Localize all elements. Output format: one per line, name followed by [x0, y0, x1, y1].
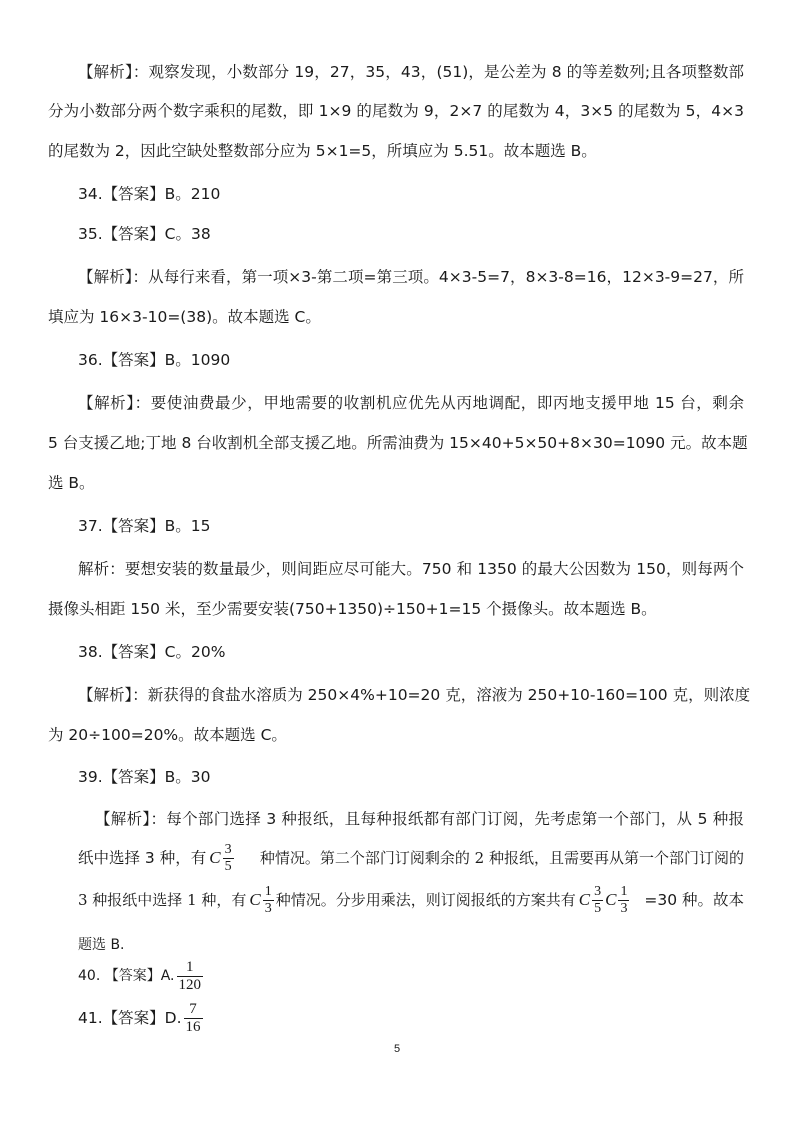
q35-analysis-line-2: 填应为 16×3-10=(38)。故本题选 C。	[48, 308, 321, 326]
answer-fraction	[184, 1001, 203, 1036]
q34-answer: 34.【答案】B。210	[78, 185, 221, 203]
q35-analysis-line-1: 【解析】：从每行来看，第一项×3-第二项=第三项。4×3-5=7，8×3-8=16，12×3-9=27，所	[78, 268, 744, 286]
q39-text-b1: 纸中选择 3 种，有	[78, 849, 207, 867]
q40-answer-label: 40. 【答案】A.	[78, 968, 175, 984]
q38-answer: 38.【答案】C。20%	[78, 643, 226, 661]
q39-analysis-line-4: 题选 B.	[78, 937, 125, 953]
answer-fraction	[177, 959, 204, 994]
q39-text-c3: =30 种。故本	[644, 891, 744, 909]
q37-analysis-line-1: 解析：要想安装的数量最少，则间距应尽可能大。750 和 1350 的最大公因数为 150，则每两个	[78, 560, 744, 578]
q36-analysis-line-2: 5 台支援乙地;丁地 8 台收割机全部支援乙地。所需油费为 15×40+5×50+8×30=1090 元。故本题	[48, 434, 748, 452]
combination-fraction	[263, 884, 274, 917]
fraction-denominator: 5	[224, 858, 232, 874]
fraction-denominator: 3	[620, 900, 628, 916]
fraction-numerator: 1	[186, 958, 194, 975]
combination-symbol: C	[209, 848, 221, 867]
q41-answer-label: 41.【答案】D.	[78, 1009, 182, 1027]
fraction-denominator: 5	[594, 900, 602, 916]
combination-symbol: C	[605, 890, 617, 909]
page-number: 5	[393, 1043, 401, 1055]
q33-analysis-line-2: 分为小数部分两个数字乘积的尾数，即 1×9 的尾数为 9，2×7 的尾数为 4，3×5 的尾数为 5，4×3	[48, 102, 744, 120]
combination-fraction	[618, 884, 629, 917]
q39-text-b2: 种情况。第二个部门订阅剩余的 2 种报纸，且需要再从第一个部门订阅的	[259, 849, 744, 867]
q38-analysis-line-1: 【解析】：新获得的食盐水溶质为 250×4%+10=20 克，溶液为 250+10-160=100 克，则浓度	[78, 686, 751, 704]
q40-answer	[78, 956, 205, 996]
q39-answer: 39.【答案】B。30	[78, 768, 211, 786]
fraction-numerator: 3	[594, 883, 602, 899]
q41-answer	[78, 998, 205, 1038]
fraction-denominator: 3	[264, 900, 272, 916]
q36-answer: 36.【答案】B。1090	[78, 351, 231, 369]
q33-analysis-line-1: 【解析】：观察发现，小数部分 19，27，35，43，(51)，是公差为 8 的等差数列;且各项整数部	[78, 63, 744, 81]
q39-analysis-line-1: 【解析】：每个部门选择 3 种报纸，且每种报纸都有部门订阅，先考虑第一个部门，从 5 种报	[95, 810, 744, 828]
fraction-numerator: 3	[224, 841, 232, 857]
fraction-numerator: 1	[620, 883, 628, 899]
q33-analysis-line-3: 的尾数为 2，因此空缺处整数部分应为 5×1=5，所填应为 5.51。故本题选 B。	[48, 142, 597, 160]
fraction-numerator: 1	[264, 883, 272, 899]
q37-analysis-line-2: 摄像头相距 150 米，至少需要安装(750+1350)÷150+1=15 个摄像头。故本题选 B。	[48, 600, 657, 618]
q39-analysis-line-3	[78, 880, 744, 920]
combination-fraction	[592, 884, 603, 917]
combination-symbol: C	[578, 890, 591, 909]
fraction-denominator: 16	[185, 1018, 201, 1035]
combination-symbol: C	[249, 890, 261, 909]
q36-analysis-line-3: 选 B。	[48, 474, 95, 492]
fraction-denominator: 120	[178, 976, 201, 993]
q39-text-c2: 种情况。分步用乘法，则订阅报纸的方案共有	[275, 891, 576, 909]
q38-analysis-line-2: 为 20÷100=20%。故本题选 C。	[48, 726, 287, 744]
q39-text-c1: 3 种报纸中选择 1 种，有	[78, 891, 247, 909]
q35-answer: 35.【答案】C。38	[78, 225, 211, 243]
q36-analysis-line-1: 【解析】：要使油费最少，甲地需要的收割机应优先从丙地调配，即丙地支援甲地 15 台，剩余	[78, 394, 744, 412]
fraction-numerator: 7	[189, 1000, 197, 1017]
q39-analysis-line-2	[78, 838, 744, 878]
q37-answer: 37.【答案】B。15	[78, 517, 211, 535]
combination-fraction	[223, 842, 234, 875]
